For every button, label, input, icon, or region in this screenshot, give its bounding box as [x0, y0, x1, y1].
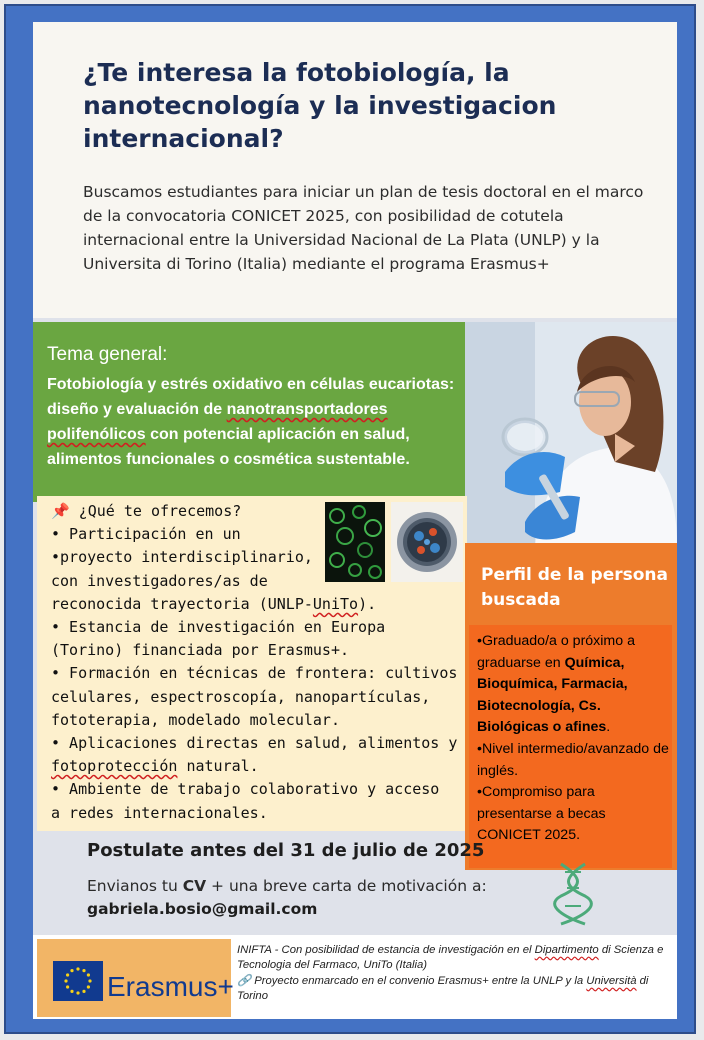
cell-microscopy-image — [325, 502, 385, 582]
footer-spellcheck: Università — [586, 974, 637, 987]
offer-line: •proyecto interdisciplinario, — [51, 548, 313, 567]
eu-stars — [53, 961, 103, 1001]
offer-line-part: reconocida trayectoria (UNLP- — [51, 594, 313, 613]
footer-part: di Torino — [237, 974, 649, 1003]
offer-line: con investigadores/as de — [51, 571, 268, 590]
erasmus-logo — [37, 939, 234, 1017]
footer — [33, 935, 677, 1019]
offer-line: fototerapia, modelado molecular. — [51, 710, 340, 729]
send-instructions — [87, 877, 487, 895]
intro-paragraph: Buscamos estudiantes para iniciar un plan de tesis doctoral en el marco de la convocatoria CONICET 2025, con posibilidad de cotutela internacional entre la Universidad Nacional de La Plata (UNLP) y la Universita di Torino (Italia) mediante el programa Erasmus+ — [83, 183, 644, 273]
footer-spellcheck: Dipartimento — [534, 944, 599, 956]
offer-line — [51, 593, 463, 616]
contact-email[interactable]: gabriela.bosio@gmail.com — [87, 900, 318, 918]
poster — [33, 22, 677, 1019]
offer-line-spellcheck: UniTo — [312, 594, 359, 613]
offer-line: • Aplicaciones directas en salud, alimentos y — [51, 734, 458, 753]
profile-degrees: Química, Bioquímica, Farmacia, Biotecnología, Cs. Biológicas o afines — [477, 654, 628, 736]
poster-frame — [4, 4, 696, 1034]
topic-text-part: Fotobiología y estrés oxidativo en células eucariotas: diseño y evaluación de — [47, 376, 455, 418]
deadline-text: Postulate antes del 31 de julio de 2025 — [87, 840, 485, 861]
offer-line: (Torino) financiada por Erasmus+. — [51, 641, 350, 660]
poster-title: ¿Te interesa la fotobiología, la nanotecnología y la investigacion internacional? — [83, 58, 557, 153]
profile-panel — [465, 543, 677, 870]
send-cv: CV — [182, 877, 207, 895]
pin-icon: 📌 — [51, 502, 70, 520]
send-part: Envianos tu — [87, 877, 183, 895]
footer-part: INIFTA - Con posibilidad de estancia de investigación en el — [237, 944, 535, 956]
offer-line-part: ). — [358, 594, 377, 613]
offer-line: • Ambiente de trabajo colaborativo y acceso — [51, 780, 440, 799]
offer-heading-text: ¿Qué te ofrecemos? — [69, 502, 242, 520]
nanoparticle-image — [391, 502, 463, 582]
topic-text — [47, 372, 457, 472]
profile-list — [477, 631, 669, 847]
offer-line: • Estancia de investigación en Europa — [51, 618, 386, 637]
footer-part: di Scienza e Tecnologia del Farmaco, UniTo (Italia) — [237, 944, 664, 972]
offer-line-spellcheck: fotoprotección — [51, 757, 178, 776]
profile-item: •Compromiso para presentarse a becas CONICET 2025. — [477, 784, 606, 844]
dna-icon — [553, 862, 593, 926]
offer-line: • Participación en un — [51, 525, 241, 544]
offer-line-part: natural. — [177, 757, 259, 776]
offer-panel — [37, 496, 467, 831]
topic-text-spellcheck: nanotransportadores polifenólicos — [47, 401, 388, 443]
nanoparticle-illustration — [391, 502, 463, 582]
offer-line — [51, 755, 463, 778]
topic-heading: Tema general: — [47, 344, 168, 365]
profile-item: •Nivel intermedio/avanzado de inglés. — [477, 740, 669, 779]
footer-part: 🔗 Proyecto enmarcado en el convenio Erasmus+ entre la UNLP y la — [237, 974, 587, 987]
offer-line: a redes internacionales. — [51, 803, 268, 822]
eu-flag-icon — [53, 961, 103, 1001]
scientist-photo — [465, 322, 677, 546]
offer-line: celulares, espectroscopía, nanopartículas, — [51, 687, 431, 706]
scientist-illustration — [465, 322, 677, 546]
topic-panel — [33, 322, 465, 502]
send-part: + una breve carta de motivación a: — [206, 877, 487, 895]
footer-note — [237, 943, 671, 1005]
profile-box — [469, 625, 672, 868]
cells-illustration — [325, 502, 385, 582]
header-panel — [33, 22, 677, 318]
profile-item-part: •Graduado/a o próximo a graduarse en — [477, 633, 635, 671]
erasmus-label: Erasmus+ — [107, 971, 234, 1002]
topic-text-part: con potencial aplicación en salud, alimentos funcionales o cosmética sustentable. — [47, 426, 410, 468]
profile-item — [477, 631, 669, 739]
offer-line: • Formación en técnicas de frontera: cultivos — [51, 664, 458, 683]
profile-heading: Perfil de la persona buscada — [481, 565, 669, 610]
profile-item-part: . — [606, 719, 611, 736]
